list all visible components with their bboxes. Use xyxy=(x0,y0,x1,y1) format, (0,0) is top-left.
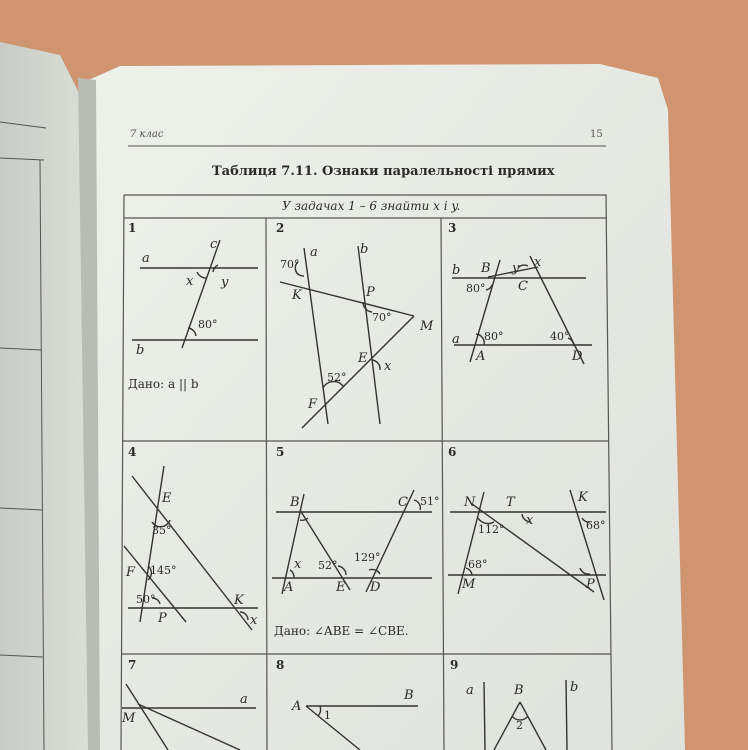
problem-number-9: 9 xyxy=(450,658,459,672)
label-A: A xyxy=(284,580,294,595)
angle-52: 52° xyxy=(327,371,347,384)
angle-80: 80° xyxy=(198,318,218,331)
angle-68-left: 68° xyxy=(468,558,488,571)
label-y: y xyxy=(221,275,229,290)
label-a: a xyxy=(466,683,474,698)
angle-40: 40° xyxy=(550,330,570,343)
line-b xyxy=(566,680,567,750)
label-x: x xyxy=(384,359,392,374)
label-B: B xyxy=(514,683,524,698)
label-a: a xyxy=(310,245,318,260)
problem-number-5: 5 xyxy=(276,445,285,459)
label-D: D xyxy=(572,349,583,364)
label-E: E xyxy=(358,351,368,366)
angle-70-a: 70° xyxy=(280,258,300,271)
label-P: P xyxy=(586,577,595,592)
given-1: Дано: a || b xyxy=(128,377,199,391)
label-a: a xyxy=(142,251,150,266)
grade-label: 7 клас xyxy=(130,129,164,140)
angle-112: 112° xyxy=(478,523,505,536)
label-B: B xyxy=(404,688,414,703)
given-5: Дано: ∠ABE = ∠CBE. xyxy=(274,624,409,638)
label-E: E xyxy=(162,491,172,506)
label-K: K xyxy=(578,490,588,505)
label-b: b xyxy=(570,680,579,695)
angle-129: 129° xyxy=(354,551,381,564)
problem-number-3: 3 xyxy=(448,221,457,235)
angle-50: 50° xyxy=(136,593,156,606)
angle-80-top: 80° xyxy=(466,282,486,295)
label-K: K xyxy=(234,593,244,608)
angle-80-bottom: 80° xyxy=(484,330,504,343)
problem-number-2: 2 xyxy=(276,221,285,235)
label-y: y xyxy=(512,261,520,276)
instruction-text: У задачах 1 – 6 знайти x і y. xyxy=(282,199,461,213)
label-x: x xyxy=(534,255,542,270)
label-a: a xyxy=(240,692,248,707)
label-x: x xyxy=(186,274,194,289)
label-angle-1: 1 xyxy=(324,709,331,722)
label-x: x xyxy=(294,557,302,572)
label-A: A xyxy=(292,699,302,714)
angle-51: 51° xyxy=(420,495,440,508)
problem-number-1: 1 xyxy=(128,221,137,235)
label-B: B xyxy=(481,261,491,276)
table-title: Таблиця 7.11. Ознаки паралельності прямих xyxy=(212,164,555,179)
label-a: a xyxy=(452,332,460,347)
label-c: c xyxy=(210,237,218,252)
label-M: M xyxy=(122,711,136,726)
label-B: B xyxy=(290,495,300,510)
label-C: C xyxy=(518,279,528,294)
left-page xyxy=(0,42,92,750)
page-number: 15 xyxy=(590,129,603,140)
problem-number-4: 4 xyxy=(128,445,137,459)
label-F: F xyxy=(126,565,136,580)
label-K: K xyxy=(292,288,302,303)
label-T: T xyxy=(506,495,515,510)
label-P: P xyxy=(366,285,375,300)
label-F: F xyxy=(308,397,318,412)
problem-number-8: 8 xyxy=(276,658,285,672)
problem-number-7: 7 xyxy=(128,658,137,672)
label-M: M xyxy=(462,577,476,592)
label-P: P xyxy=(158,611,167,626)
angle-52: 52° xyxy=(318,559,338,572)
angle-145: 145° xyxy=(150,564,177,577)
label-x: x xyxy=(526,513,534,528)
label-M: M xyxy=(420,319,434,334)
angle-70-b: 70° xyxy=(372,311,392,324)
label-b: b xyxy=(452,263,461,278)
label-b: b xyxy=(360,242,369,257)
angle-35: 35° xyxy=(152,524,172,537)
label-b: b xyxy=(136,343,145,358)
label-A: A xyxy=(476,349,486,364)
label-angle-2: 2 xyxy=(516,719,523,732)
label-C: C xyxy=(398,495,408,510)
label-N: N xyxy=(464,495,476,510)
label-D: D xyxy=(370,580,381,595)
label-x: x xyxy=(250,613,258,628)
label-E: E xyxy=(336,580,346,595)
line-a xyxy=(484,682,485,750)
problem-number-6: 6 xyxy=(448,445,457,459)
angle-68-right: 68° xyxy=(586,519,606,532)
